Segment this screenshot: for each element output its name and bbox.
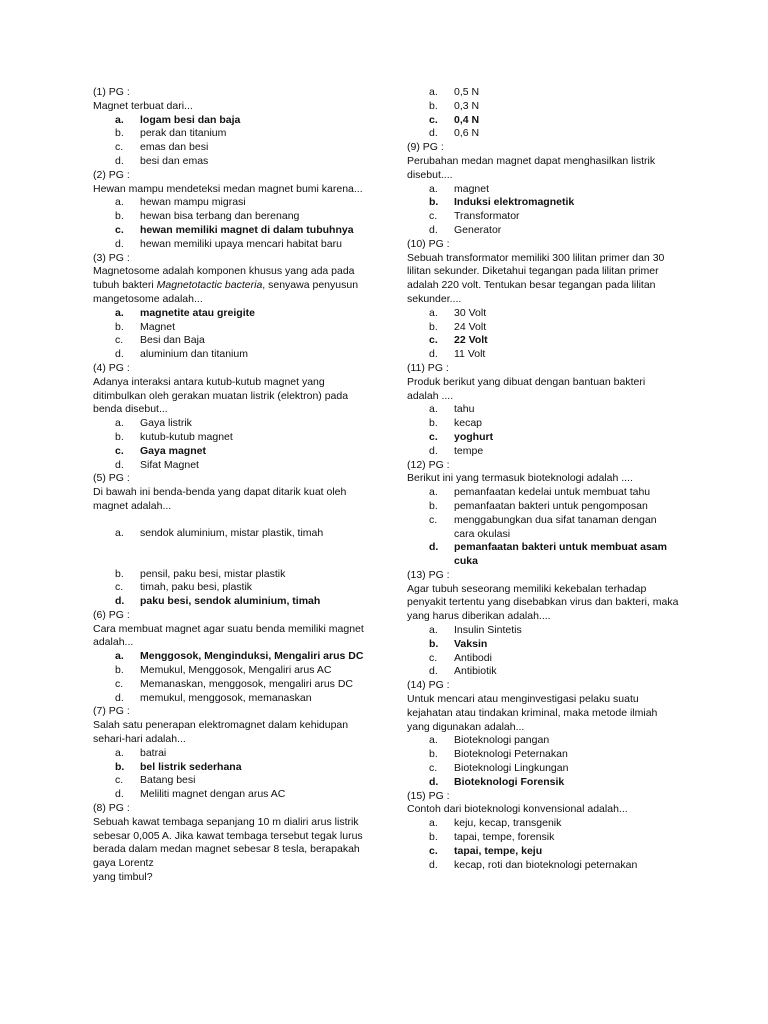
answer-options [93,307,365,362]
option-text: perak dan titanium [140,127,227,140]
answer-options [93,114,365,169]
option-letter: a. [115,417,124,430]
option-letter: c. [115,677,124,690]
option-text: 24 Volt [454,320,487,333]
option-letter: d. [115,691,124,704]
answer-option[interactable] [93,788,365,802]
option-text: Transformator [454,210,520,223]
option-letter: d. [429,348,438,361]
question-text-part: Magnetosome adalah komponen khusus yang ada pada tubuh bakteri [93,265,355,292]
answer-options [407,86,679,141]
answer-option[interactable] [407,859,679,873]
answer-option[interactable] [407,114,679,128]
question-block [407,141,679,238]
answer-option[interactable] [407,321,679,335]
answer-option[interactable] [93,307,365,321]
question-text: Hewan mampu mendeteksi medan magnet bumi karena... [93,182,363,195]
option-letter: d. [115,458,124,471]
option-text: menggabungkan dua sifat tanaman dengan cara okulasi [454,513,657,540]
answer-option[interactable] [407,638,679,652]
answer-option[interactable] [407,734,679,748]
answer-option[interactable] [407,196,679,210]
option-letter: c. [115,444,124,457]
question-text-part: , senyawa penyusun mangetosome adalah... [93,279,359,305]
option-text: hewan mampu migrasi [140,196,246,209]
option-text: Bioteknologi pangan [454,734,550,747]
answer-option[interactable] [93,774,365,788]
answer-option[interactable] [407,334,679,348]
option-letter: b. [429,637,439,650]
answer-option[interactable] [93,417,365,431]
question-number: (1) PG : [93,86,130,98]
option-text: 0,3 N [454,99,480,112]
answer-option[interactable] [93,445,365,459]
option-text: kecap [454,417,483,430]
answer-option[interactable] [407,541,679,569]
question-number: (4) PG : [93,361,130,374]
question-block [407,679,679,789]
option-letter: a. [115,526,124,539]
option-letter: c. [115,223,124,236]
option-letter: d. [429,127,438,140]
question-text [93,265,365,306]
option-letter: c. [429,844,438,857]
answer-option[interactable] [407,652,679,666]
question-text: Contoh dari bioteknologi konvensional adalah... [407,803,628,816]
question-text: Perubahan medan magnet dapat menghasilkan listrik disebut.... [407,154,656,181]
option-letter: d. [429,775,439,788]
option-text: timah, paku besi, plastik [140,581,253,594]
answer-option[interactable] [407,817,679,831]
option-letter: d. [429,223,438,236]
option-text: paku besi, sendok aluminium, timah [140,595,321,608]
option-letter: c. [115,334,124,347]
question-number: (14) PG : [407,679,450,692]
option-letter: b. [429,831,438,844]
option-text: emas dan besi [140,141,209,154]
answer-option[interactable] [93,761,365,775]
answer-option[interactable] [407,486,679,500]
question-number: (10) PG : [407,237,450,250]
option-letter: c. [429,762,438,775]
option-text: Gaya listrik [140,417,192,430]
answer-option[interactable] [93,692,365,706]
option-letter: c. [429,651,438,664]
option-letter: b. [115,430,124,443]
question-number: (2) PG : [93,168,130,181]
answer-option[interactable] [407,417,679,431]
answer-options [407,403,679,458]
option-text: Gaya magnet [140,444,206,457]
option-letter: b. [429,417,438,430]
question-text: Berikut ini yang termasuk bioteknologi adalah .... [407,472,633,485]
option-letter: d. [115,788,124,801]
option-letter: a. [115,196,124,209]
option-letter: c. [429,113,438,126]
option-letter: b. [429,499,438,512]
answer-option[interactable] [407,307,679,321]
option-letter: a. [115,113,124,126]
option-text: Bioteknologi Peternakan [454,748,568,761]
option-letter: d. [429,541,439,554]
option-text: Antibodi [454,651,492,664]
answer-option[interactable] [407,665,679,679]
question-block [407,238,679,362]
option-letter: a. [429,403,438,416]
answer-option[interactable] [93,595,365,609]
answer-options [407,307,679,362]
option-letter: d. [429,665,438,678]
option-text: Induksi elektromagnetik [454,196,575,209]
option-letter: a. [115,746,124,759]
question-block [93,362,365,472]
option-text: tempe [454,444,484,457]
answer-option[interactable] [93,459,365,473]
option-text: Insulin Sintetis [454,624,522,637]
answer-option[interactable] [93,114,365,128]
option-text: tapai, tempe, keju [454,844,543,857]
option-text: kutub-kutub magnet [140,430,233,443]
answer-option[interactable] [407,831,679,845]
option-text: logam besi dan baja [140,113,241,126]
question-block [93,472,365,609]
question-text: Cara membuat magnet agar suatu benda memiliki magnet adalah... [93,622,364,649]
option-text: magnetite atau greigite [140,306,255,319]
answer-option[interactable] [407,224,679,238]
question-block [93,252,365,362]
question-number: (6) PG : [93,608,130,621]
answer-option[interactable] [93,141,365,155]
question-number: (7) PG : [93,705,130,718]
question-number: (15) PG : [407,789,450,802]
option-letter: d. [115,348,124,361]
question-number: (11) PG : [407,361,449,374]
option-letter: a. [115,306,124,319]
option-letter: b. [115,760,125,773]
option-text: Meliliti magnet dengan arus AC [140,788,286,801]
option-letter: c. [429,334,438,347]
option-letter: d. [429,858,438,871]
option-letter: b. [429,320,438,333]
option-letter: a. [429,734,438,747]
answer-option[interactable] [93,334,365,348]
answer-option[interactable] [407,514,679,542]
option-letter: b. [115,320,124,333]
left-column [93,86,365,885]
answer-options [407,624,679,679]
option-letter: b. [115,127,124,140]
option-letter: c. [115,581,124,594]
question-block [407,459,679,569]
option-letter: b. [429,99,438,112]
option-text: besi dan emas [140,154,209,167]
option-text: 0,4 N [454,113,480,126]
option-letter: d. [115,237,124,250]
option-text: 22 Volt [454,334,488,347]
question-number: (3) PG : [93,251,130,264]
answer-options [93,417,365,472]
option-letter: d. [429,444,438,457]
option-letter: a. [429,817,438,830]
option-text: Sifat Magnet [140,458,199,471]
option-text: pemanfaatan bakteri untuk membuat asam cuka [454,541,667,568]
question-number: (13) PG : [407,568,450,581]
answer-options [93,196,365,251]
option-text: Antibiotik [454,665,497,678]
option-text: Generator [454,223,502,236]
answer-option[interactable] [93,678,365,692]
species-name: Magnetotactic bacteria [156,279,263,292]
answer-options [407,734,679,789]
answer-options [93,650,365,705]
answer-option[interactable] [93,581,365,595]
option-letter: b. [115,210,124,223]
question-block [93,86,365,169]
option-letter: a. [429,306,438,319]
option-text: magnet [454,182,490,195]
option-letter: b. [429,748,438,761]
option-text: Batang besi [140,774,196,787]
question-text: Di bawah ini benda-benda yang dapat ditarik kuat oleh magnet adalah... [93,486,347,512]
right-column [407,86,679,872]
question-text: Salah satu penerapan elektromagnet dalam kehidupan sehari-hari adalah... [93,719,349,746]
option-text: tapai, tempe, forensik [454,831,555,844]
option-text: sendok aluminium, mistar plastik, timah [140,526,324,539]
option-letter: c. [429,210,438,223]
answer-option[interactable] [93,127,365,141]
option-letter: c. [429,430,438,443]
question-number: (8) PG : [93,802,130,815]
answer-option[interactable] [407,183,679,197]
option-text: 30 Volt [454,306,487,319]
option-letter: b. [115,567,124,580]
option-letter: a. [429,624,438,637]
option-text: 0,6 N [454,127,480,140]
option-text: hewan memiliki upaya mencari habitat baru [140,237,342,250]
answer-options [407,183,679,238]
option-letter: d. [115,595,125,608]
answer-option[interactable] [407,776,679,790]
answer-option[interactable] [407,403,679,417]
option-text: Menggosok, Menginduksi, Mengaliri arus DC [140,650,364,663]
answer-option[interactable] [93,155,365,169]
question-text: Magnet terbuat dari... [93,99,193,112]
question-block [407,362,679,459]
answer-option[interactable] [407,624,679,638]
option-text: 11 Volt [454,348,486,361]
option-letter: a. [429,86,438,98]
question-text: Produk berikut yang dibuat dengan bantuan bakteri adalah .... [407,375,646,402]
answer-option[interactable] [407,348,679,362]
answer-option[interactable] [93,431,365,445]
option-text: Memanaskan, menggosok, mengaliri arus DC [140,677,354,690]
question-text-last-line: yang timbul? [93,871,153,884]
answer-options [407,817,679,872]
option-text: batrai [140,746,167,759]
answer-options [407,486,679,569]
answer-option[interactable] [407,86,679,100]
option-text: 0,5 N [454,86,480,98]
option-letter: c. [115,774,124,787]
question-number: (12) PG : [407,458,450,471]
option-letter: d. [115,154,124,167]
option-text: pemanfaatan kedelai untuk membuat tahu [454,486,651,499]
answer-option[interactable] [407,431,679,445]
question-text: Sebuah transformator memiliki 300 lilitan primer dan 30 lilitan sekunder. Diketahui tegangan pada lilitan primer adalah 220 volt. Tentukan besar tegangan pada lilitan sekunder.... [407,251,665,305]
option-text: Memukul, Menggosok, Mengaliri arus AC [140,664,332,677]
question-block [93,609,365,706]
option-text: memukul, menggosok, memanaskan [140,691,312,704]
option-text: hewan memiliki magnet di dalam tubuhnya [140,223,354,236]
question-block [407,790,679,873]
option-text: yoghurt [454,430,494,443]
question-text: Sebuah kawat tembaga sepanjang 10 m dialiri arus listrik sebesar 0,005 A. Jika kawat tembaga tersebut tegak lurus berada dalam medan magnet sebesar 8 tesla, berapakah gaya Lorentz [93,815,363,870]
option-text: aluminium dan titanium [140,348,248,361]
option-letter: b. [115,664,124,677]
answer-option[interactable] [93,348,365,362]
answer-option[interactable] [93,527,365,541]
answer-option[interactable] [93,568,365,582]
answer-option[interactable] [407,748,679,762]
question-text: Adanya interaksi antara kutub-kutub magnet yang ditimbulkan oleh gerakan muatan listrik (elektron) pada benda disebut... [93,375,349,416]
question-text: Untuk mencari atau menginvestigasi pelaku suatu kejahatan atau tindakan kriminal, maka metode ilmiah yang digunakan adalah... [407,693,658,733]
question-number: (5) PG : [93,472,130,485]
answer-option[interactable] [93,210,365,224]
option-text: hewan bisa terbang dan berenang [140,210,300,223]
option-text: pensil, paku besi, mistar plastik [140,567,286,580]
option-letter: c. [115,141,124,154]
answer-option[interactable] [93,238,365,252]
option-text: Bioteknologi Lingkungan [454,762,569,775]
answer-options [93,747,365,802]
option-text: Bioteknologi Forensik [454,775,565,788]
question-text: Agar tubuh seseorang memiliki kekebalan terhadap penyakit tertentu yang disebabkan virus dan bakteri, maka yang harus diberikan adalah.... [407,582,679,623]
option-letter: c. [429,513,438,526]
option-text: pemanfaatan bakteri untuk pengomposan [454,499,648,512]
option-text: Besi dan Baja [140,334,205,347]
question-number: (9) PG : [407,141,444,154]
question-block [407,569,679,679]
answer-option[interactable] [93,747,365,761]
answer-option[interactable] [93,321,365,335]
option-text: keju, kecap, transgenik [454,817,562,830]
answer-option[interactable] [93,664,365,678]
option-text: Magnet [140,320,176,333]
answer-option[interactable] [407,100,679,114]
option-text: tahu [454,403,475,416]
answer-option[interactable] [407,845,679,859]
question-block [93,705,365,802]
answer-option[interactable] [407,210,679,224]
option-text: Vaksin [454,637,488,650]
answer-option[interactable] [93,224,365,238]
option-letter: b. [429,196,439,209]
answer-option[interactable] [407,762,679,776]
option-text: bel listrik sederhana [140,760,242,773]
option-letter: a. [429,486,438,499]
answer-options [93,527,365,609]
option-text: kecap, roti dan bioteknologi peternakan [454,858,638,871]
answer-option[interactable] [407,127,679,141]
option-letter: a. [115,650,124,663]
question-block [93,802,365,885]
answer-option[interactable] [93,196,365,210]
answer-option[interactable] [407,500,679,514]
answer-option[interactable] [93,650,365,664]
answer-option[interactable] [407,445,679,459]
question-block [93,169,365,252]
option-letter: a. [429,182,438,195]
